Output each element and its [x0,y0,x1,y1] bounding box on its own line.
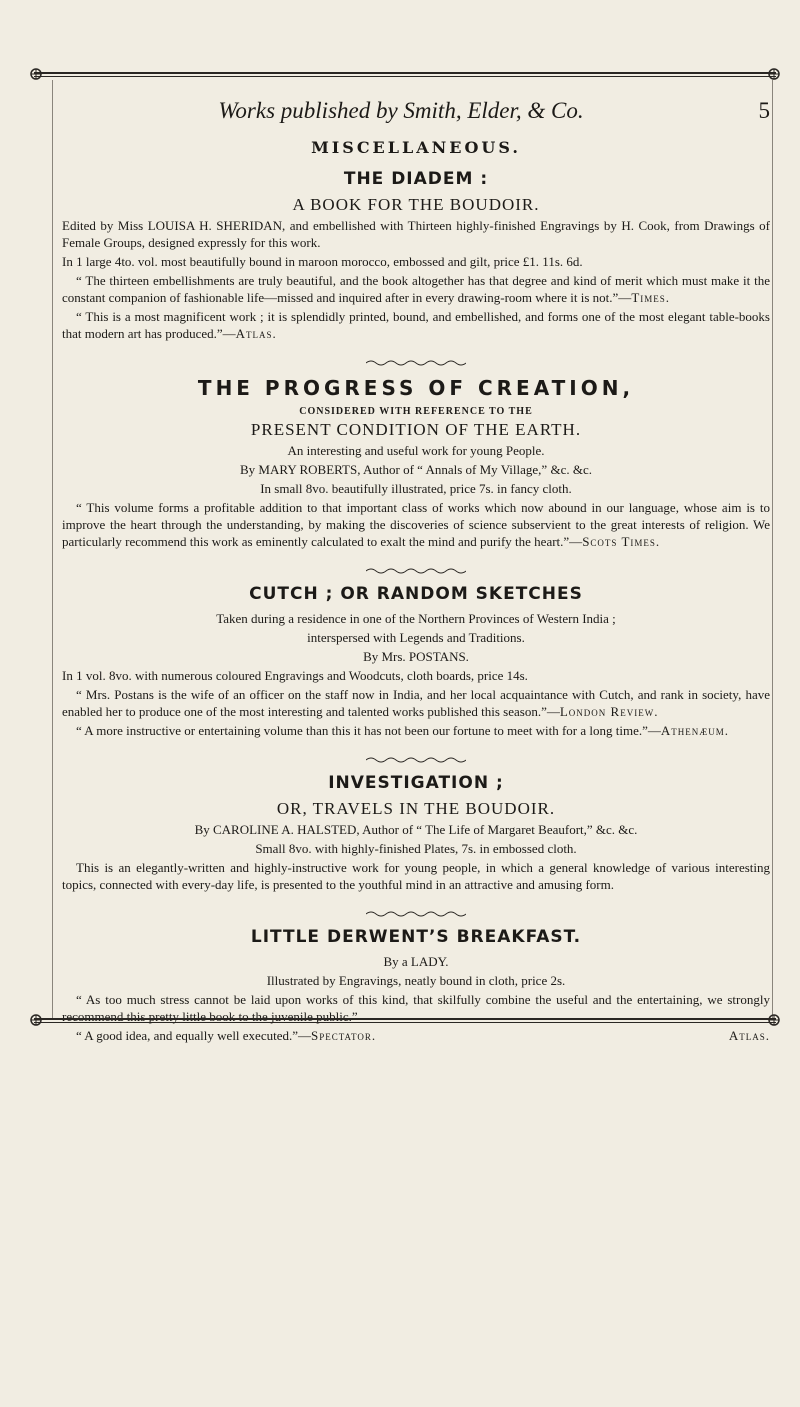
entry-diadem [62,169,770,342]
top-right-ornament-icon [766,66,782,82]
entry-line: In 1 vol. 8vo. with numerous coloured Engravings and Woodcuts, cloth boards, price 14s. [62,668,528,683]
content [62,138,770,1052]
divider-flourish [62,751,770,759]
header-title: Works published by Smith, Elder, & Co. [218,98,584,123]
bottom-right-ornament-icon [766,1012,782,1028]
entry-title: THE PROGRESS OF CREATION, [197,376,635,400]
entry-center-line: Small 8vo. with highly-finished Plates, 7s. in embossed cloth. [255,841,577,856]
entry-line: In 1 large 4to. vol. most beautifully bound in maroon morocco, embossed and gilt, price £1. 11s. 6d. [62,254,583,269]
review-quote: “ A good idea, and equally well executed.”—Spectator. Atlas. [76,1028,770,1043]
review-quote: “ This volume forms a profitable addition to that important class of works which now abound in our language, whose aim is to improve the heart through the understanding, by making the discoveries of science subservient to the great interests of religion. We particularly recommend this work as eminently calculated to exalt the mind and purify the heart.”—Scots Times. [62,500,770,549]
entry-title: INVESTIGATION ; [328,773,504,793]
review-quote: “ As too much stress cannot be laid upon works of this kind, that skilfully combine the useful and the entertaining, we strongly recommend this pretty little book to the juvenile public.” [62,992,770,1024]
entry-title: LITTLE DERWENT’S BREAKFAST. [250,927,582,947]
entry-center-line: By Mrs. POSTANS. [363,649,469,664]
entry-subtitle: PRESENT CONDITION OF THE EARTH. [250,420,582,439]
left-border-line [52,80,53,1018]
entry-considered: CONSIDERED WITH REFERENCE TO THE [299,406,533,417]
divider-flourish [62,354,770,362]
review-quote: This is an elegantly-written and highly-instructive work for young people, in which a general knowledge of various interesting topics, connected with every-day life, is presented to the youthful mind in an attractive and amusing form. [62,860,770,892]
trailing-source: Atlas. [728,1028,770,1043]
entry-little-derwent [62,927,770,1044]
entry-title: CUTCH ; OR RANDOM SKETCHES [249,584,583,604]
entry-center-line: In small 8vo. beautifully illustrated, price 7s. in fancy cloth. [260,481,572,496]
entry-center-line: interspersed with Legends and Traditions. [307,630,525,645]
bottom-left-ornament-icon [28,1012,44,1028]
entry-center-line: By CAROLINE A. HALSTED, Author of “ The Life of Margaret Beaufort,” &c. &c. [194,822,638,837]
category-heading: MISCELLANEOUS. [311,138,521,157]
top-rule [34,72,776,74]
page-number: 5 [758,98,770,123]
right-border-line [772,80,773,1018]
entry-cutch [62,584,770,739]
review-quote: “ The thirteen embellishments are truly beautiful, and the book altogether has that degree and kind of merit which must make it the constant companion of fashionable life—missed and inquired after in every drawing-room where it is not.”—Times. [62,273,770,305]
review-quote: “ This is a most magnificent work ; it is splendidly printed, bound, and embellished, and forms one of the most elegant table-books that modern art has produced.”—Atlas. [62,309,770,341]
entry-investigation [62,773,770,893]
bottom-rule-thin [34,1022,776,1023]
entry-center-line: Taken during a residence in one of the Northern Provinces of Western India ; [216,611,616,626]
entry-center-line: By a LADY. [383,954,449,969]
divider-flourish [62,905,770,913]
top-left-ornament-icon [28,66,44,82]
bottom-rule [34,1018,776,1020]
top-rule-thin [34,76,776,77]
review-quote: “ Mrs. Postans is the wife of an officer on the staff now in India, and her local acquaintance with Cutch, and rank in society, have enabled her to produce one of the most interesting and talented works published this season.”—London Review. [62,687,770,719]
page-header [62,98,770,128]
entry-line: Edited by Miss LOUISA H. SHERIDAN, and embellished with Thirteen highly-finished Engravings by H. Cook, from Drawings of Female Groups, designed expressly for this work. [62,218,770,250]
entry-center-line: Illustrated by Engravings, neatly bound in cloth, price 2s. [266,973,566,988]
entry-center-line: An interesting and useful work for young People. [287,443,545,458]
entry-subtitle: A BOOK FOR THE BOUDOIR. [292,195,540,214]
entry-center-line: By MARY ROBERTS, Author of “ Annals of My Village,” &c. &c. [240,462,592,477]
entry-progress-of-creation [62,376,770,550]
entry-subtitle: OR, TRAVELS IN THE BOUDOIR. [276,799,556,818]
divider-flourish [62,562,770,570]
entry-title: THE DIADEM : [343,169,489,189]
review-quote: “ A more instructive or entertaining volume than this it has not been our fortune to meet with for a long time.”—Athenæum. [76,723,730,738]
